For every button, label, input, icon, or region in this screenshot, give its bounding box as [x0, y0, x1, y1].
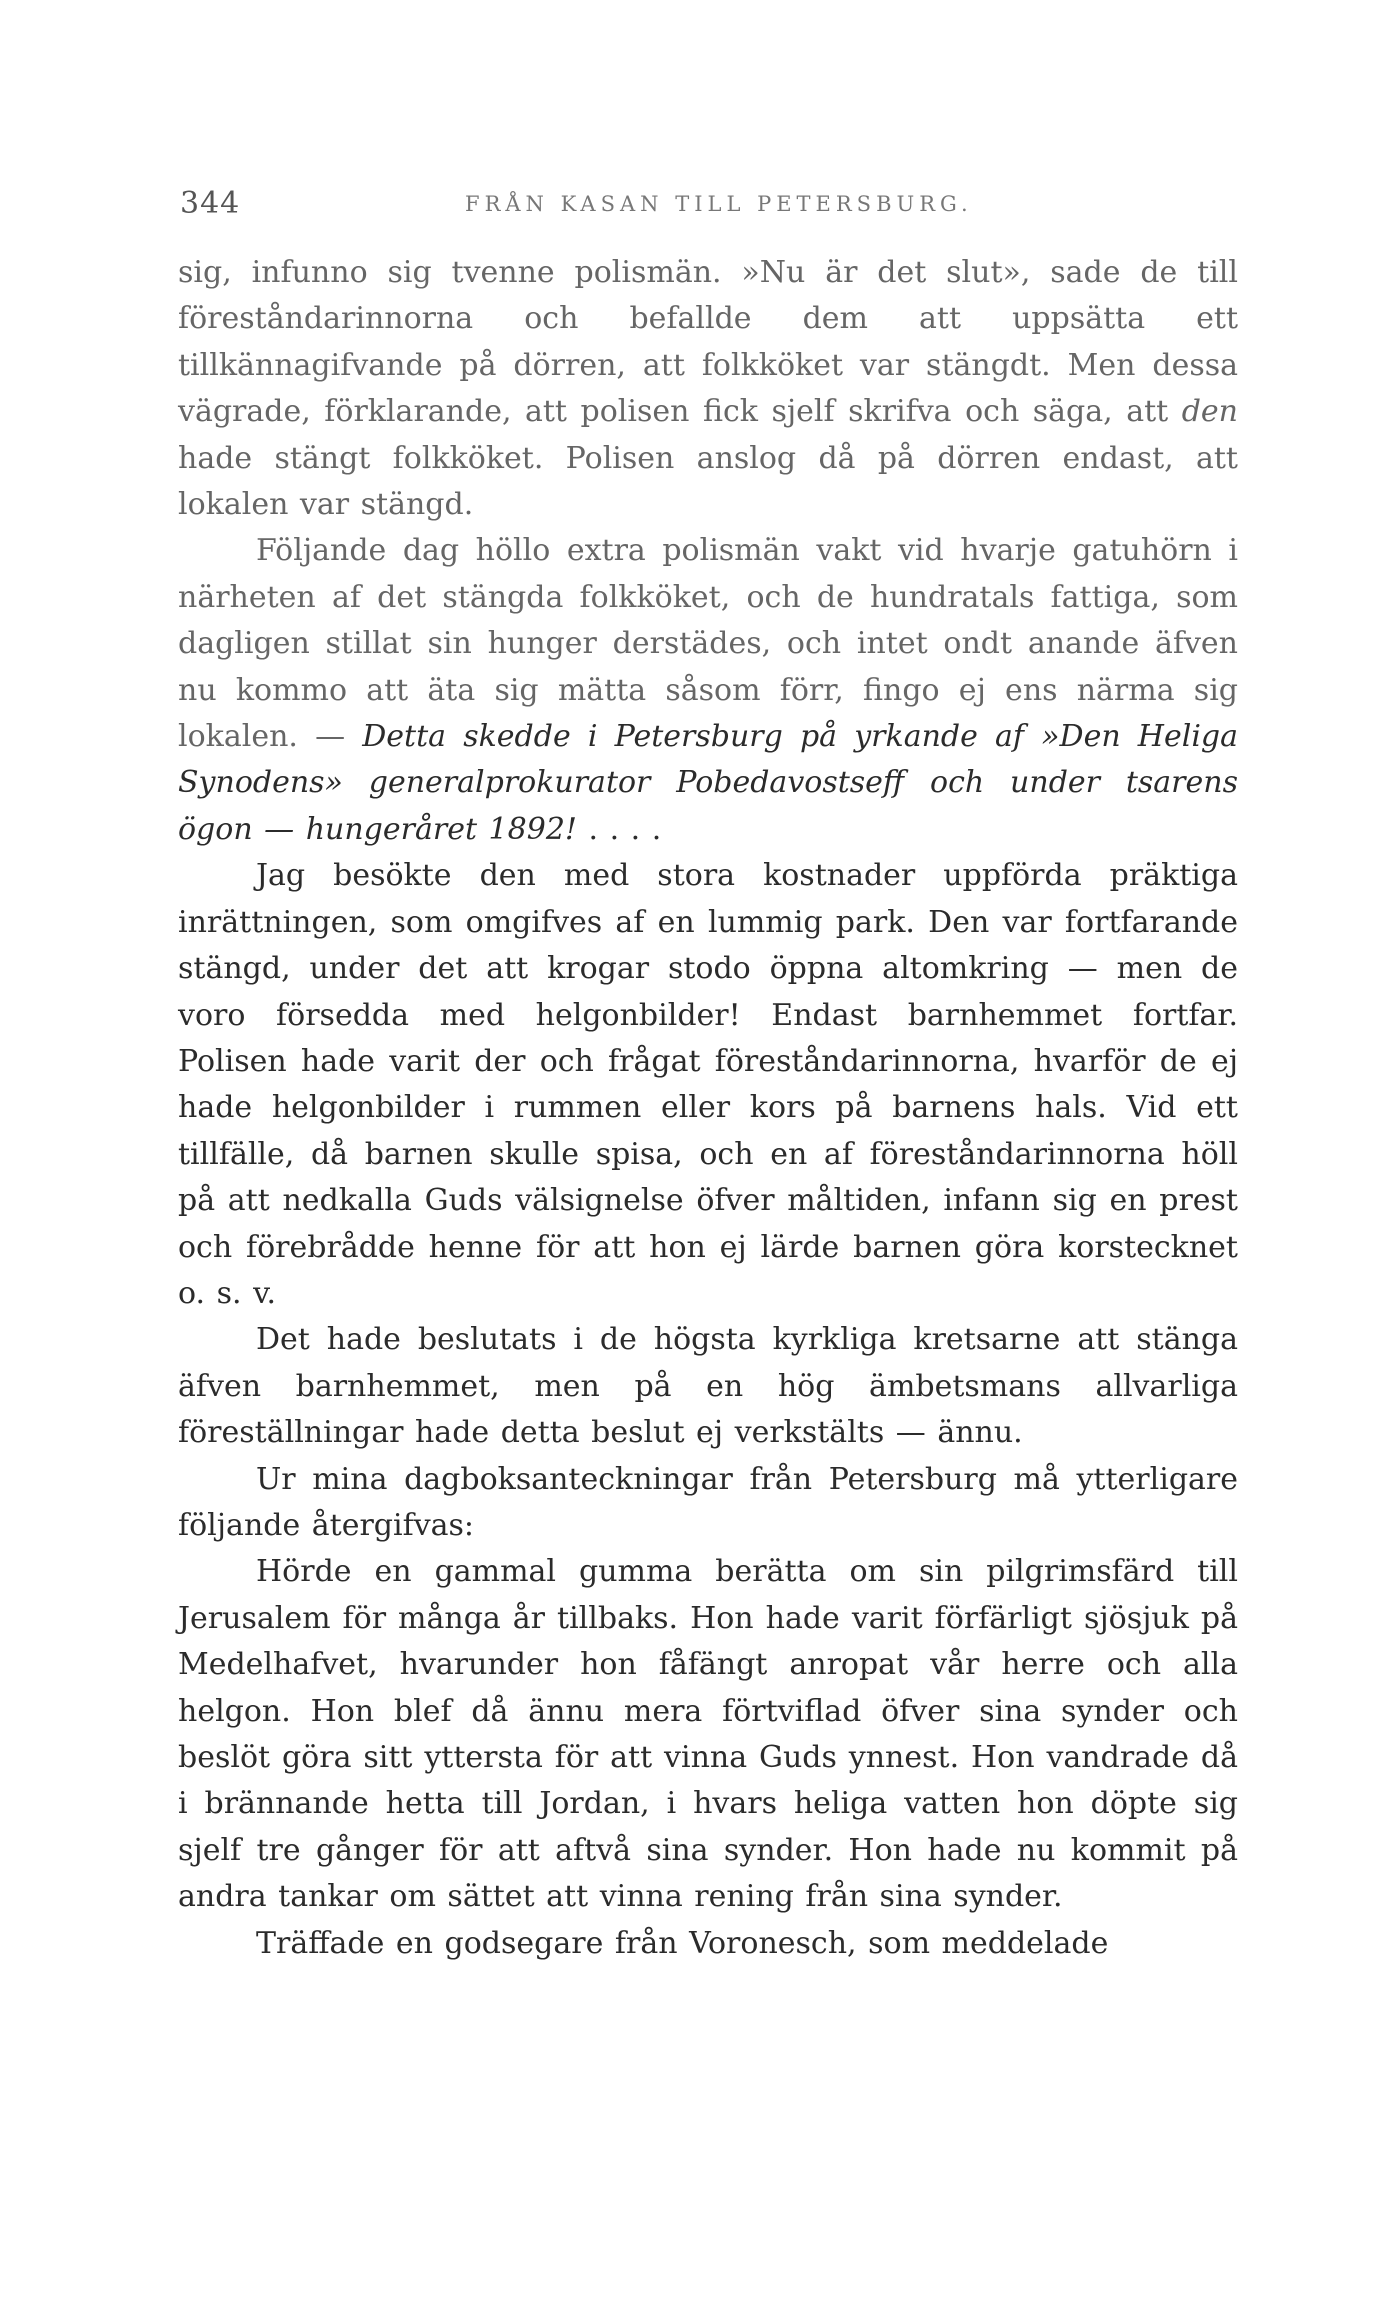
paragraph-1-text: sig, infunno sig tvenne polismän. »Nu är det slut», sade de till föreståndarinnorna och befallde dem att uppsätta ett tillkännagifvande på dörren, att folkköket var stängdt. Men dessa vägrade, förklarande, att polisen fick sjelf skrifva och säga, att — [178, 255, 1238, 430]
paragraph-1-italic: den — [1181, 394, 1238, 430]
paragraph-4: Det hade beslutats i de högsta kyrkliga kretsarne att stänga äfven barnhemmet, men på en hög ämbetsmans allvarliga föreställningar hade detta beslut ej verkstälts — ännu. — [178, 1322, 1238, 1451]
paragraph-5: Ur mina dagboksanteckningar från Petersburg må ytterligare följande återgifvas: — [178, 1461, 1238, 1543]
paragraph-1-tail: hade stängt folkköket. Polisen anslog då på dörren endast, att lokalen var stängd. — [178, 440, 1238, 523]
paragraph-2 — [178, 528, 1238, 853]
paragraph-2-tail: . . . . — [576, 811, 662, 847]
paragraph-1 — [178, 250, 1238, 528]
paragraph-6: Hörde en gammal gumma berätta om sin pilgrimsfärd till Jerusalem för många år tillbaks. Hon hade varit förfärligt sjösjuk på Medelhafvet, hvarunder hon fåfängt anropat vår herre och alla helgon. Hon blef då ännu mera förtviflad öfver sina synder och beslöt göra sitt yttersta för att vinna Guds ynnest. Hon vandrade då i brännande hetta till Jordan, i hvars heliga vatten hon döpte sig sjelf tre gånger för att aftvå sina synder. Hon hade nu kommit på andra tankar om sättet att vinna rening från sina synder. — [178, 1554, 1238, 1915]
text-body — [178, 250, 1238, 1967]
paragraph-2-text: Följande dag höllo extra polismän vakt vid hvarje gatuhörn i närheten af det stängda folkköket, och de hundratals fattiga, som dagligen stillat sin hunger derstädes, och intet ondt anande äfven nu kommo att äta sig mätta såsom förr, fingo ej ens närma sig lokalen. — — [178, 533, 1238, 755]
paragraph-7: Träffade en godsegare från Voronesch, som meddelade — [256, 1925, 1109, 1961]
page-number: 344 — [180, 186, 241, 221]
running-header — [180, 186, 1240, 226]
paragraph-3: Jag besökte den med stora kostnader uppförda präktiga inrättningen, som omgifves af en lummig park. Den var fortfarande stängd, under det att krogar stodo öppna altomkring — men de voro försedda med helgonbilder! Endast barnhemmet fortfar. Polisen hade varit der och frågat föreståndarinnorna, hvarför de ej hade helgonbilder i rummen eller kors på barnens hals. Vid ett tillfälle, då barnen skulle spisa, och en af föreståndarinnorna höll på att nedkalla Guds välsignelse öfver måltiden, infann sig en prest och förebrådde henne för att hon ej lärde barnen göra korstecknet o. s. v. — [178, 858, 1238, 1311]
running-title: FRÅN KASAN TILL PETERSBURG. — [465, 192, 973, 216]
paragraph-2-italic: Detta skedde i Petersburg på yrkande af »Den Heliga Synodens» generalprokurator Pobedavostseff och under tsarens ögon — hungeråret 1892! — [178, 719, 1239, 847]
